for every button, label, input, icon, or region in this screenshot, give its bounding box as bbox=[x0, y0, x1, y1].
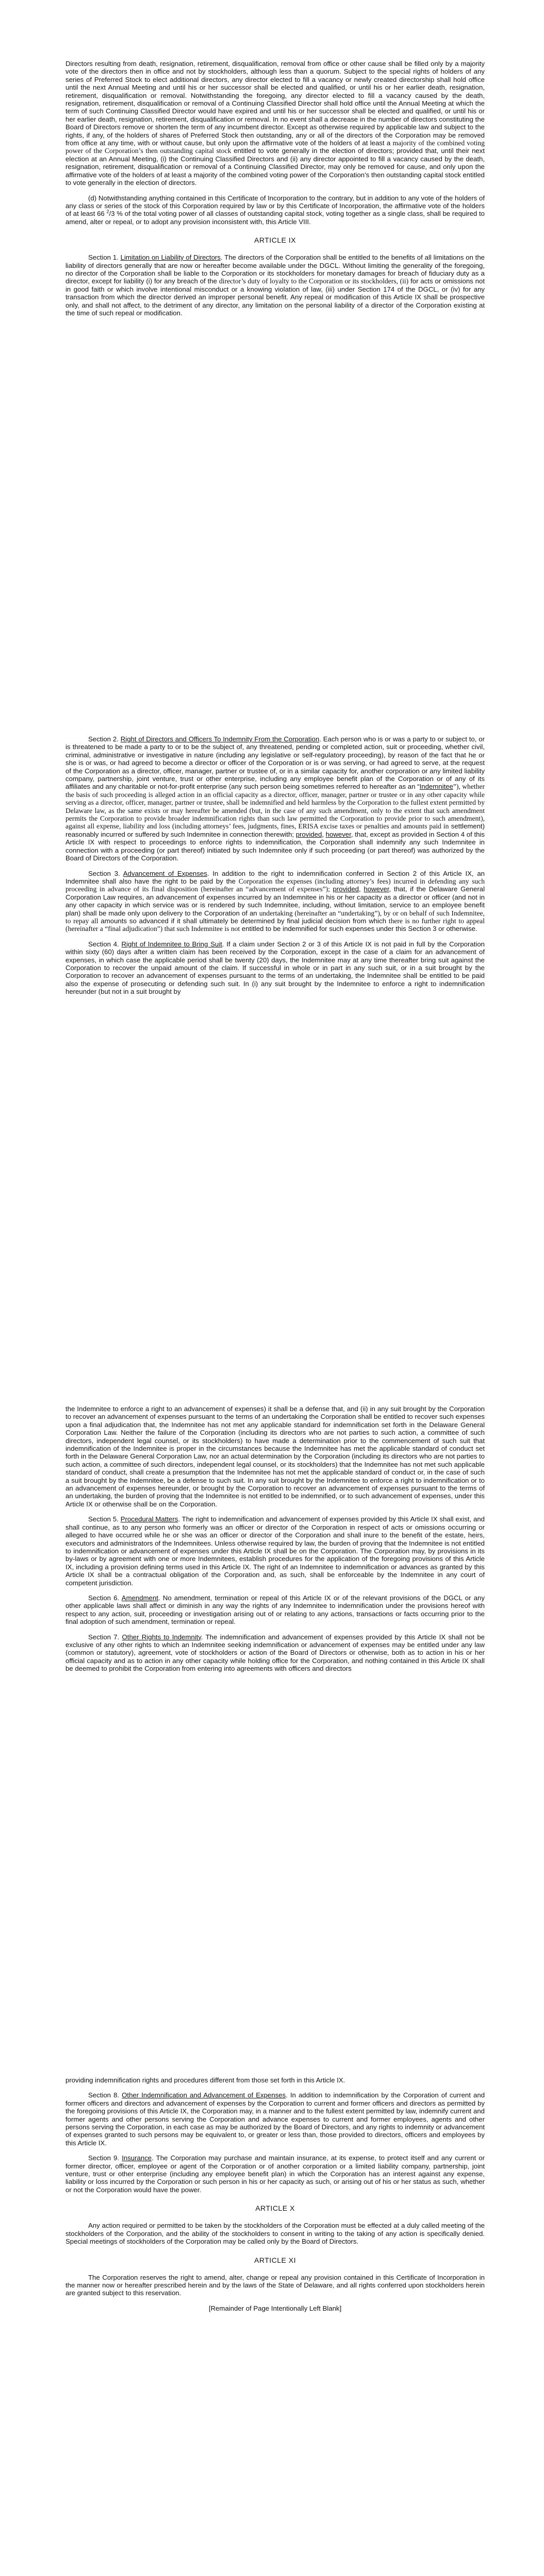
section-paragraph: Section 4. Right of Indemnitee to Bring Suit. If a claim under Section 2 or 3 of this Article IX is not paid in full by the Corporation within sixty (60) days after a written claim has been received by the Corporation, except in the case of a claim for an advancement of expenses, in which case the applicable period shall be twenty (20) days, the Indemnitee may at any time thereafter bring suit against the Corporation to recover the unpaid amount of the claim. If successful in whole or in part in any such suit, or in a suit brought by the Corporation to recover an advancement of expenses pursuant to the terms of an undertaking, the Indemnitee shall be entitled to be paid also the expense of prosecuting or defending such suit. In (i) any suit brought by the Indemnitee to enforce a right to indemnification hereunder (but not in a suit brought by bbox=[65, 940, 485, 996]
section-title: Right of Indemnitee to Bring Suit bbox=[121, 940, 222, 948]
paragraph: The Corporation reserves the right to amend, alter, change or repeal any provision contained in this Certificate of Incorporation in the manner now or hereafter prescribed herein and by the laws of the State of Delaware, and all rights conferred upon stockholders herein are granted subject to this reservation. bbox=[65, 2273, 485, 2297]
section-paragraph: Section 8. Other Indemnification and Advancement of Expenses. In addition to indemnification by the Corporation of current and former officers and directors and advancement of expenses by the Corporation to current and former officers and directors as permitted by the foregoing provisions of this Article IX, the Corporation may, in a manner and to the fullest extent permitted by law, indemnify current and former agents and other persons serving the Corporation and advance expenses to current and former employees, agents and other persons serving the Corporation, in each case as may be authorized by the Board of Directors, and any rights to indemnity or advancement of expenses granted to such persons may be equivalent to, or greater or less than, those provided to directors, officers and employees by this Article IX. bbox=[65, 2091, 485, 2147]
remainder-note: [Remainder of Page Intentionally Left Blank] bbox=[208, 2304, 342, 2312]
article-heading: ARTICLE IX bbox=[254, 236, 296, 245]
section-title: Advancement of Expenses bbox=[123, 869, 207, 877]
section-title: Insurance bbox=[122, 2154, 152, 2162]
page-2 bbox=[0, 735, 544, 1003]
section-title: Procedural Matters bbox=[120, 1515, 178, 1523]
section-title: Right of Directors and Officers To Indemnity From the Corporation bbox=[120, 735, 320, 743]
section-title: Other Rights to Indemnity bbox=[122, 1633, 201, 1641]
paragraph: Any action required or permitted to be taken by the stockholders of the Corporation must be effected at a duly called meeting of the stockholders of the Corporation, and the ability of the stockholders to consent in writing to the taking of any action is specifically denied. Special meetings of stockholders of the Corporation may be called only by the Board of Directors. bbox=[65, 2222, 485, 2246]
page-3 bbox=[0, 1405, 544, 1680]
section-title: Limitation on Liability of Directors bbox=[120, 253, 221, 262]
section-title: Amendment bbox=[121, 1594, 158, 1602]
section-paragraph: Section 2. Right of Directors and Officers To Indemnity From the Corporation. Each person who is or was a party to or subject to, or is threatened to be made a party to or to be the subject of, any threatened, pending or completed action, suit or proceeding, whether civil, criminal, administrative or investigative in nature (including any legislative or self-regulatory proceeding), by reason of the fact that he or she is or was, or had agreed to become a director or officer of the Corporation or is or was serving, or had agreed to serve, at the request of the Corporation as a director, officer, manager, partner or trustee of, or in a similar capacity for, another corporation or any limited liability company, partnership, joint venture, trust or other enterprise, including any employee benefit plan of the Corporation or of any of its affiliates and any charitable or not-for-profit enterprise (any such person being sometimes referred to hereafter as an “Indemnitee”), whether the basis of such proceeding is alleged action in an official capacity as a director, officer, manager, partner or trustee or in any other capacity while serving as a director, officer, manager, partner or trustee, shall be indemnified and held harmless by the Corporation to the fullest extent permitted by Delaware law, as the same exists or may hereafter be amended (but, in the case of any such amendment, only to the extent that such amendment permits the Corporation to provide broader indemnification rights than such law permitted the Corporation to provide prior to such amendment), against all expense, liability and loss (including attorneys’ fees, judgments, fines, ERISA excise taxes or penalties and amounts paid in settlement) reasonably incurred or suffered by such Indemnitee in connection therewith; provided, however, that, except as provided in Section 4 of this Article IX with respect to proceedings to enforce rights to indemnification, the Corporation shall indemnify any such Indemnitee in connection with a proceeding (or part thereof) initiated by such Indemnitee only if such proceeding (or part thereof) was authorized by the Board of Directors of the Corporation. bbox=[65, 735, 485, 862]
article-heading: ARTICLE XI bbox=[254, 2256, 296, 2264]
section-title: Other Indemnification and Advancement of Expenses bbox=[122, 2091, 286, 2099]
section-paragraph: Section 3. Advancement of Expenses. In addition to the right to indemnification conferred in Section 2 of this Article IX, an Indemnitee shall also have the right to be paid by the Corporation the expenses (including attorney’s fees) incurred in defending any such proceeding in advance of its final disposition (hereinafter an “advancement of expenses”); provided, however, that, if the Delaware General Corporation Law requires, an advancement of expenses incurred by an Indemnitee in his or her capacity as a director or officer (and not in any other capacity in which service was or is rendered by such Indemnitee, including, without limitation, service to an employee benefit plan) shall be made only upon delivery to the Corporation of an undertaking (hereinafter an “undertaking”), by or on behalf of such Indemnitee, to repay all amounts so advanced if it shall ultimately be determined by final judicial decision from which there is no further right to appeal (hereinafter a “final adjudication”) that such Indemnitee is not entitled to be indemnified for such expenses under this Section 3 or otherwise. bbox=[65, 869, 485, 933]
page-1 bbox=[0, 60, 544, 324]
page-4 bbox=[0, 2076, 544, 2319]
article-heading: ARTICLE X bbox=[255, 2204, 295, 2213]
paragraph: Directors resulting from death, resignation, retirement, disqualification, removal from office or other cause shall be filled only by a majority vote of the directors then in office and not by stockholders, although less than a quorum. Subject to the special rights of holders of any series of Preferred Stock to elect additional directors, any director elected to fill a vacancy or newly created directorship shall hold office until the next Annual Meeting and until his or her successor shall be elected and qualified, or until his or her earlier death, resignation, retirement, disqualification or removal. Notwithstanding the foregoing, any director elected to fill a vacancy caused by the death, resignation, retirement, disqualification or removal of a Continuing Classified Director shall hold office until the Annual Meeting at which the term of such Continuing Classified Director would have expired and until his or her successor shall be elected and qualified, or until his or her earlier death, resignation, retirement, disqualification or removal. In no event shall a decrease in the number of directors constituting the Board of Directors remove or shorten the term of any incumbent director. Except as otherwise required by applicable law and subject to the rights, if any, of the holders of shares of Preferred Stock then outstanding, any or all of the directors of the Corporation may be removed from office at any time, with or without cause, but only upon the affirmative vote of the holders of at least a majority of the combined voting power of the Corporation’s then outstanding capital stock entitled to vote generally in the election of directors; provided that, until their next election at an Annual Meeting, (i) the Continuing Classified Directors and (ii) any director appointed to fill a vacancy caused by the death, resignation, retirement, disqualification or removal of a Continuing Classified Director, may only be removed for cause, and only upon the affirmative vote of the holders of at least a majority of the combined voting power of the Corporation’s then outstanding capital stock entitled to vote generally in the election of directors. bbox=[65, 60, 485, 187]
section-paragraph: Section 6. Amendment. No amendment, termination or repeal of this Article IX or of the relevant provisions of the DGCL or any other applicable laws shall affect or diminish in any way the rights of any Indemnitee to indemnification under the provisions hereof with respect to any action, suit, proceeding or investigation arising out of or relating to any actions, transactions or facts occurring prior to the final adoption of such amendment, termination or repeal. bbox=[65, 1594, 485, 1626]
paragraph: (d) Notwithstanding anything contained in this Certificate of Incorporation to the contrary, but in addition to any vote of the holders of any class or series of the stock of this Corporation required by law or by this Certificate of Incorporation, the affirmative vote of the holders of at least 66 $^2$/3 % of the total voting power of all classes of outstanding capital stock, voting together as a single class, shall be required to amend, alter or repeal, or to adopt any provision inconsistent with, this Article VIII. bbox=[65, 194, 485, 226]
paragraph: the Indemnitee to enforce a right to an advancement of expenses) it shall be a defense that, and (ii) in any suit brought by the Corporation to recover an advancement of expenses pursuant to the terms of an undertaking the Corporation shall be entitled to recover such expenses upon a final adjudication that, the Indemnitee has not met any applicable standard for indemnification set forth in the Delaware General Corporation Law. Neither the failure of the Corporation (including its directors who are not parties to such action, a committee of such directors, independent legal counsel, or its stockholders) to have made a determination prior to the commencement of such suit that indemnification of the Indemnitee is proper in the circumstances because the Indemnitee has met the applicable standard of conduct set forth in the Delaware General Corporation Law, nor an actual determination by the Corporation (including its directors who are not parties to such action, a committee of such directors, independent legal counsel, or its stockholders) that the Indemnitee has not met such applicable standard of conduct, shall create a presumption that the Indemnitee has not met the applicable standard of conduct or, in the case of such a suit brought by the Indemnitee, be a defense to such suit. In any suit brought by the Indemnitee to enforce a right to indemnification or to an advancement of expenses hereunder, or brought by the Corporation to recover an advancement of expenses pursuant to the terms of an undertaking, the burden of proving that the Indemnitee is not entitled to be indemnified, or to such advancement of expenses, under this Article IX or otherwise shall be on the Corporation. bbox=[65, 1405, 485, 1508]
paragraph: providing indemnification rights and procedures different from those set forth in this Article IX. bbox=[65, 2076, 345, 2084]
section-paragraph: Section 7. Other Rights to Indemnity. The indemnification and advancement of expenses provided by this Article IX shall not be exclusive of any other rights to which an Indemnitee seeking indemnification or advancement of expenses may be entitled under any law (common or statutory), agreement, vote of stockholders or action of the Board of Directors or otherwise, both as to action in his or her official capacity and as to action in any other capacity while holding office for the Corporation, and nothing contained in this Article IX shall be deemed to prohibit the Corporation from entering into agreements with officers and directors bbox=[65, 1633, 485, 1673]
section-paragraph: Section 1. Limitation on Liability of Directors. The directors of the Corporation shall be entitled to the benefits of all limitations on the liability of directors generally that are now or hereafter become available under the DGCL. Without limiting the generality of the foregoing, no director of the Corporation shall be liable to the Corporation or its stockholders for monetary damages for breach of fiduciary duty as a director, except for liability (i) for any breach of the director’s duty of loyalty to the Corporation or its stockholders, (ii) for acts or omissions not in good faith or which involve intentional misconduct or a knowing violation of law, (iii) under Section 174 of the DGCL, or (iv) for any transaction from which the director derived an improper personal benefit. Any repeal or modification of this Article IX shall be prospective only, and shall not affect, to the detriment of any director, any limitation on the personal liability of a director of the Corporation existing at the time of such repeal or modification. bbox=[65, 253, 485, 317]
section-paragraph: Section 9. Insurance. The Corporation may purchase and maintain insurance, at its expense, to protect itself and any current or former director, officer, employee or agent of the Corporation or of another corporation or a limited liability company, partnership, joint venture, trust or other enterprise (including any employee benefit plan) in which the Corporation has an interest against any expense, liability or loss incurred by the Corporation or such person in his or her capacity as such, or arising out of his or her status as such, whether or not the Corporation would have the power. bbox=[65, 2154, 485, 2194]
section-paragraph: Section 5. Procedural Matters. The right to indemnification and advancement of expenses provided by this Article IX shall exist, and shall continue, as to any person who formerly was an officer or director of the Corporation in respect of acts or omissions occurring or alleged to have occurred while he or she was an officer or director of the Corporation and shall inure to the benefit of the estate, heirs, executors and administrators of the Indemnitees. Unless otherwise required by law, the burden of proving that the Indemnitee is not entitled to indemnification or advancement of expenses under this Article IX shall be on the Corporation. The Corporation may, by provisions in its by-laws or by agreement with one or more Indemnitees, establish procedures for the application of the foregoing provisions of this Article IX, including a provision defining terms used in this Article IX. The right of an Indemnitee to indemnification or advances as granted by this Article IX shall be a contractual obligation of the Corporation and, as such, shall be enforceable by the Indemnitee in any court of competent jurisdiction. bbox=[65, 1515, 485, 1587]
